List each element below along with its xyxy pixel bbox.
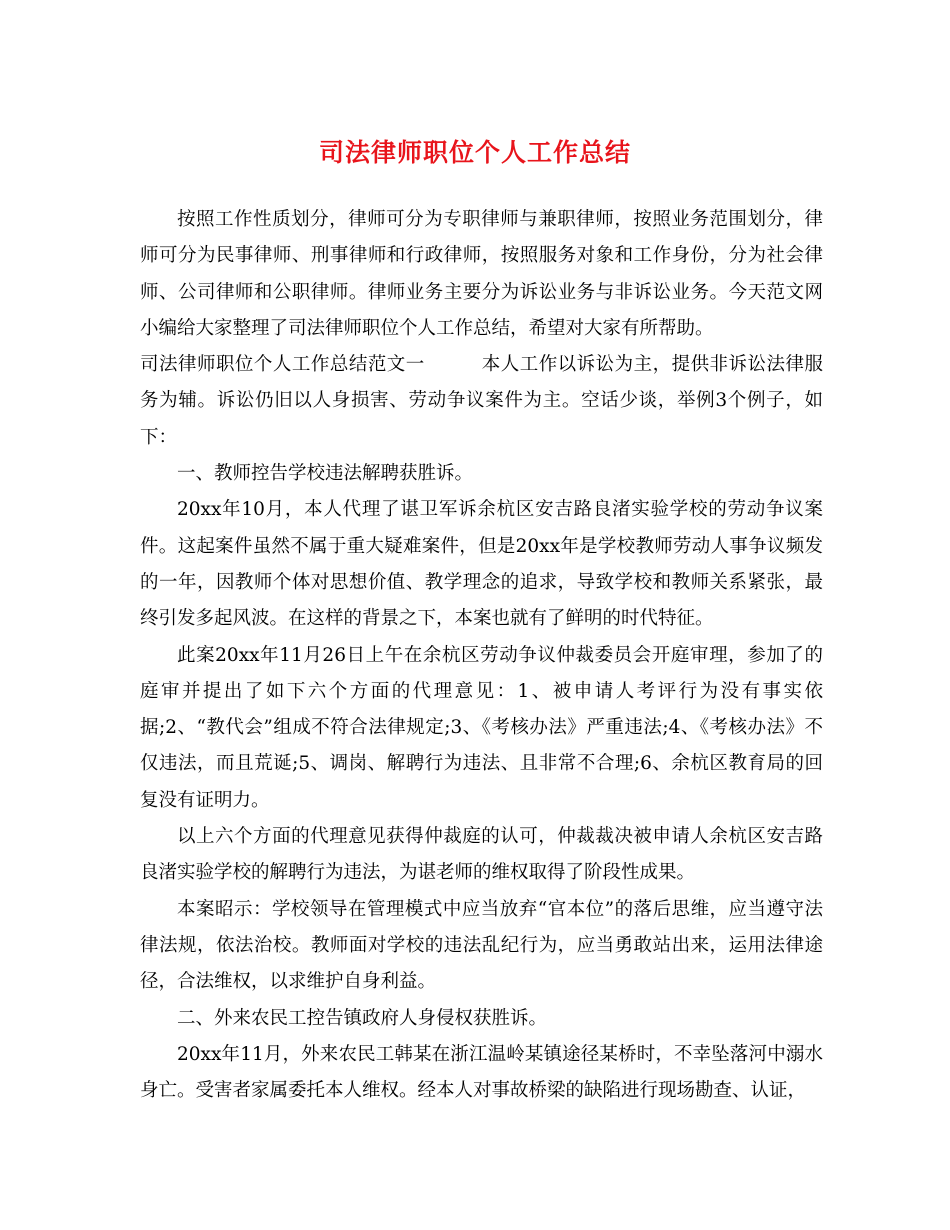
paragraph-case-one-background: 20xx年10月，本人代理了谌卫军诉余杭区安吉路良渚实验学校的劳动争议案件。这起案件虽然不属于重大疑难案件，但是20xx年是学校教师劳动人事争议频发的一年，因教师个体对思想价值、教学理念的追求，导致学校和教师关系紧张，最终引发多起风波。在这样的背景之下，本案也就有了鲜明的时代特征。: [140, 499, 823, 630]
paragraph-case-one-result: 以上六个方面的代理意见获得仲裁庭的认可，仲裁裁决被申请人余杭区安吉路良渚实验学校的解聘行为违法，为谌老师的维权取得了阶段性成果。: [140, 826, 823, 884]
document-title: 司法律师职位个人工作总结: [318, 138, 631, 167]
document-body: [140, 202, 823, 1109]
paragraph-case-two-heading: 二、外来农民工控告镇政府人身侵权获胜诉。: [177, 1007, 548, 1029]
paragraph-case-one-lesson: 本案昭示：学校领导在管理模式中应当放弃“官本位”的落后思维，应当遵守法律法规，依法治校。教师面对学校的违法乱纪行为，应当勇敢站出来，运用法律途径，合法维权，以求维护自身利益。: [140, 898, 823, 993]
paragraph-intro: 按照工作性质划分，律师可分为专职律师与兼职律师，按照业务范围划分，律师可分为民事律师、刑事律师和行政律师，按照服务对象和工作身份，分为社会律师、公司律师和公职律师。律师业务主要分为诉讼业务与非诉讼业务。今天范文网小编给大家整理了司法律师职位个人工作总结，希望对大家有所帮助。: [140, 209, 823, 339]
paragraph-case-one-hearing: 此案20xx年11月26日上午在余杭区劳动争议仲裁委员会开庭审理，参加了的庭审并提出了如下六个方面的代理意见：1、被申请人考评行为没有事实依据;2、“教代会”组成不符合法律规定;3、《考核办法》严重违法;4、《考核办法》不仅违法，而且荒诞;5、调岗、解聘行为违法、且非常不合理;6、余杭区教育局的回复没有证明力。: [140, 644, 823, 811]
paragraph-sample-heading: 司法律师职位个人工作总结范文一 本人工作以诉讼为主，提供非诉讼法律服务为辅。诉讼仍旧以人身损害、劳动争议案件为主。空话少谈，举例3个例子，如下：: [140, 354, 823, 448]
paragraph-case-one-heading: 一、教师控告学校违法解聘获胜诉。: [177, 463, 474, 485]
paragraph-case-two-background: 20xx年11月，外来农民工韩某在浙江温岭某镇途径某桥时，不幸坠落河中溺水身亡。受害者家属委托本人维权。经本人对事故桥梁的缺陷进行现场勘查、认证，: [140, 1043, 823, 1102]
